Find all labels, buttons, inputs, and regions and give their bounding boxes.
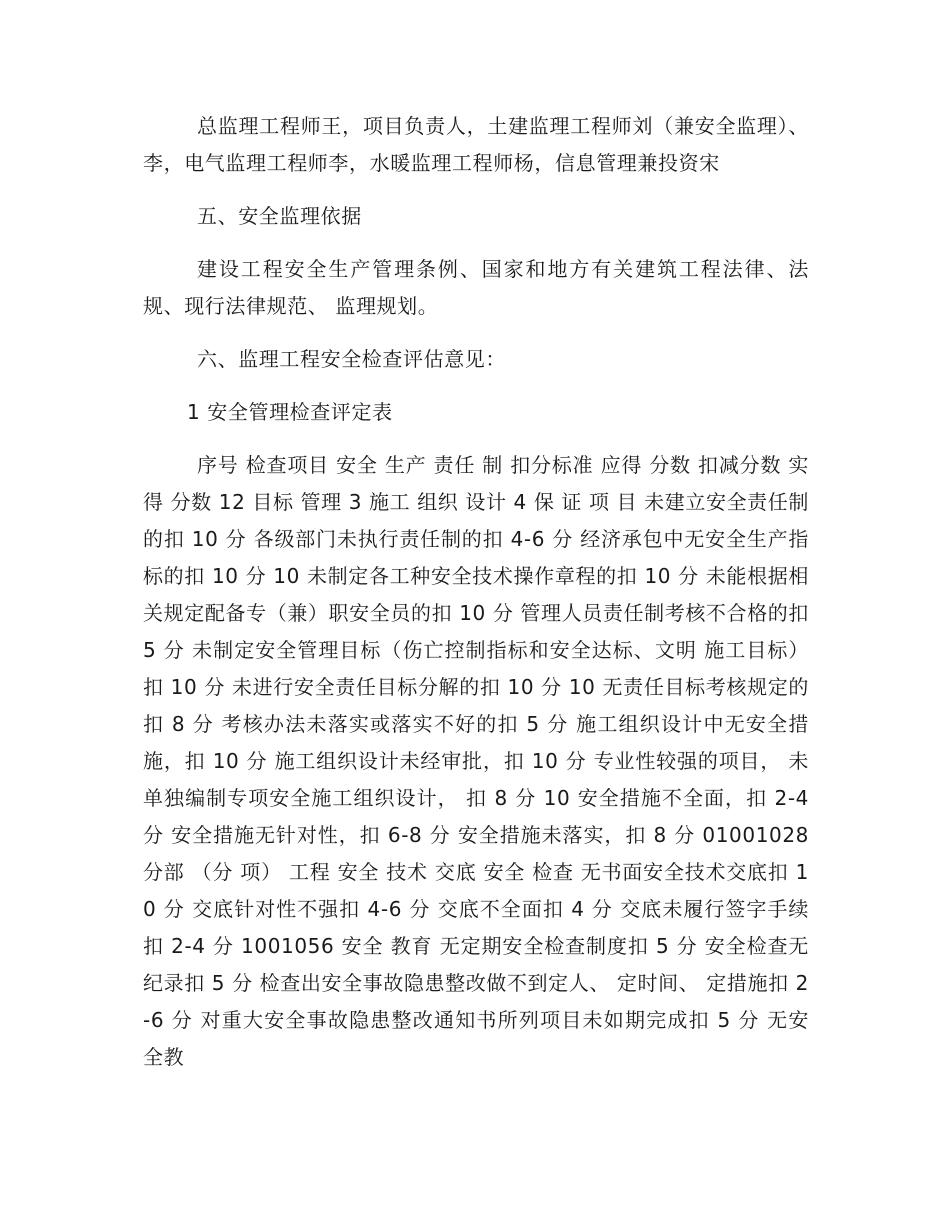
- section-5-body: 建设工程安全生产管理条例、国家和地方有关建筑工程法律、法规、现行法律规范、 监理规划。: [143, 257, 809, 318]
- section-5-heading: 五、安全监理依据: [197, 204, 362, 228]
- supervisor-list-paragraph: 总监理工程师王，项目负责人，土建监理工程师刘（兼安全监理）、李，电气监理工程师李，水暖监理工程师杨，信息管理兼投资宋: [143, 114, 809, 175]
- section-6-heading: 六、监理工程安全检查评估意见：: [197, 347, 506, 371]
- table-1-heading: 1 安全管理检查评定表: [187, 400, 393, 424]
- table-1-body: 序号 检查项目 安全 生产 责任 制 扣分标准 应得 分数 扣减分数 实得 分数 12 目标 管理 3 施工 组织 设计 4 保 证 项 目 未建立安全责任制的扣 10 分 各级部门未执行责任制的扣 4-6 分 经济承包中无安全生产指标的扣 10 分 10 未制定各工种安全技术操作章程的扣 10 分 未能根据相关规定配备专（兼）职安全员的扣 10 分 管理人员责任制考核不合格的扣 5 分 未制定安全管理目标（伤亡控制指标和安全达标、文明 施工目标）扣 10 分 未进行安全责任目标分解的扣 10 分 10 无责任目标考核规定的扣 8 分 考核办法未落实或落实不好的扣 5 分 施工组织设计中无安全措施，扣 10 分 施工组织设计未经审批，扣 10 分 专业性较强的项目， 未单独编制专项安全施工组织设计， 扣 8 分 10 安全措施不全面，扣 2-4 分 安全措施无针对性，扣 6-8 分 安全措施未落实，扣 8 分 01001028 分部 （分 项） 工程 安全 技术 交底 安全 检查 无书面安全技术交底扣 10 分 交底针对性不强扣 4-6 分 交底不全面扣 4 分 交底未履行签字手续扣 2-4 分 1001056 安全 教育 无定期安全检查制度扣 5 分 安全检查无纪录扣 5 分 检查出安全事故隐患整改做不到定人、 定时间、 定措施扣 2-6 分 对重大安全事故隐患整改通知书所列项目未如期完成扣 5 分 无安全教: [143, 453, 809, 1069]
- document-body: [143, 108, 809, 1092]
